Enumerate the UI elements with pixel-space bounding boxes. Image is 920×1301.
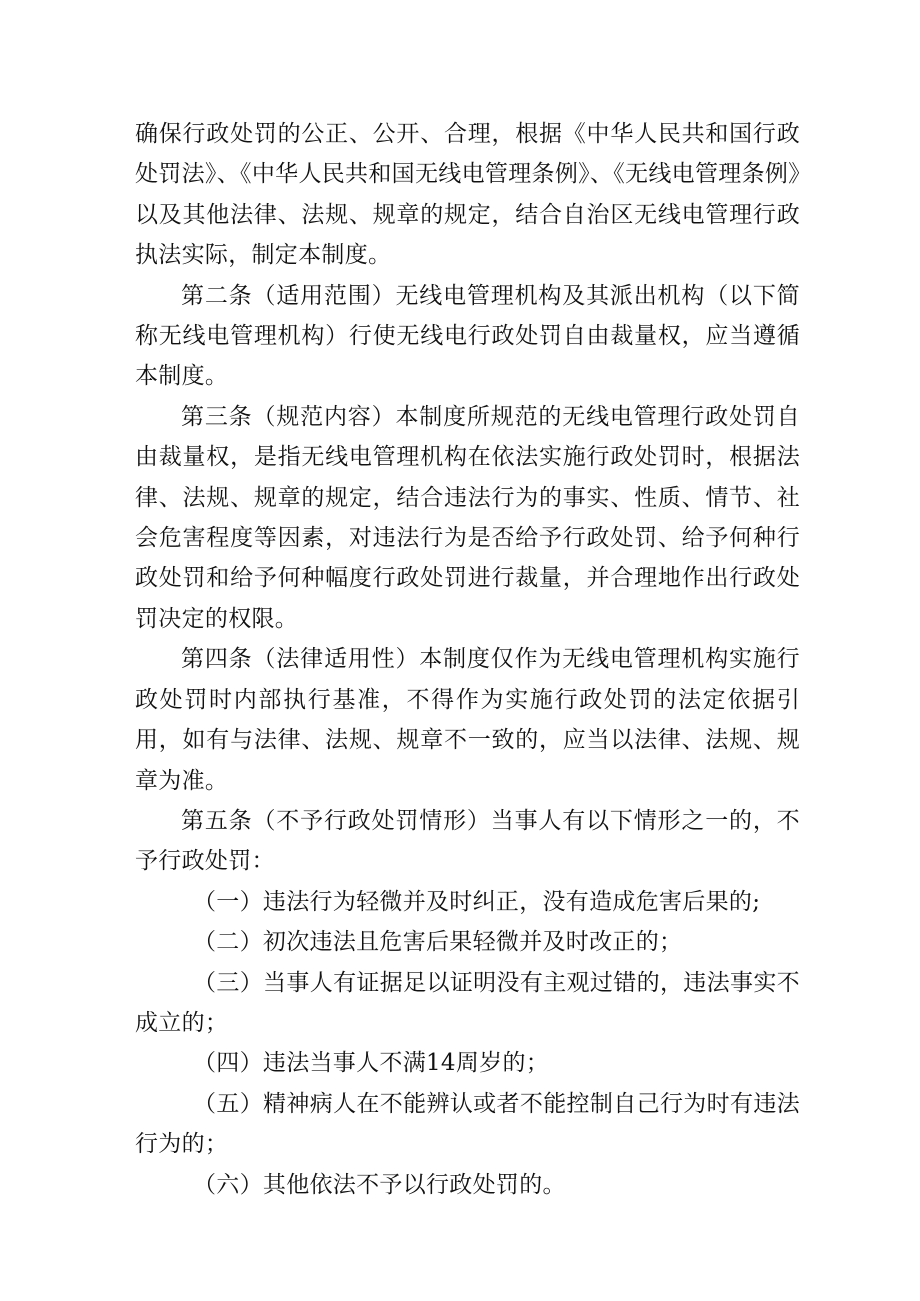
list-item-6: （六）其他依法不予以行政处罚的。 (193, 1171, 566, 1198)
article-2-scope: 第二条（适用范围）无线电管理机构及其派出机构（以下简称无线电管理机构）行使无线电行政处罚自由裁量权，应当遵循本制度。 (135, 282, 800, 390)
list-item-1: （一）违法行为轻微并及时纠正，没有造成危害后果的; (193, 888, 761, 915)
article-5-no-penalty: 第五条（不予行政处罚情形）当事人有以下情形之一的，不予行政处罚： (135, 807, 800, 875)
list-item-4: （四）违法当事人不满14周岁的； (193, 1050, 550, 1077)
paragraph-intro-continuation: 确保行政处罚的公正、公开、合理，根据《中华人民共和国行政处罚法》、《中华人民共和国无线电管理条例》、《无线电管理条例》以及其他法律、法规、规章的规定，结合自治区无线电管理行政执法实际，制定本制度。 (135, 121, 800, 269)
list-item-5: （五）精神病人在不能辨认或者不能控制自己行为时有违法行为的； (135, 1090, 800, 1158)
article-3-content: 第三条（规范内容）本制度所规范的无线电管理行政处罚自由裁量权，是指无线电管理机构在依法实施行政处罚时，根据法律、法规、规章的规定，结合违法行为的事实、性质、情节、社会危害程度等因素，对违法行为是否给予行政处罚、给予何种行政处罚和给予何种幅度行政处罚进行裁量，并合理地作出行政处罚决定的权限。 (135, 403, 800, 632)
list-item-2: （二）初次违法且危害后果轻微并及时改正的； (193, 929, 683, 956)
list-item-3: （三）当事人有证据足以证明没有主观过错的，违法事实不成立的； (135, 969, 800, 1036)
document-body (135, 114, 800, 1205)
article-4-applicability: 第四条（法律适用性）本制度仅作为无线电管理机构实施行政处罚时内部执行基准，不得作为实施行政处罚的法定依据引用，如有与法律、法规、规章不一致的，应当以法律、法规、规章为准。 (135, 646, 800, 794)
